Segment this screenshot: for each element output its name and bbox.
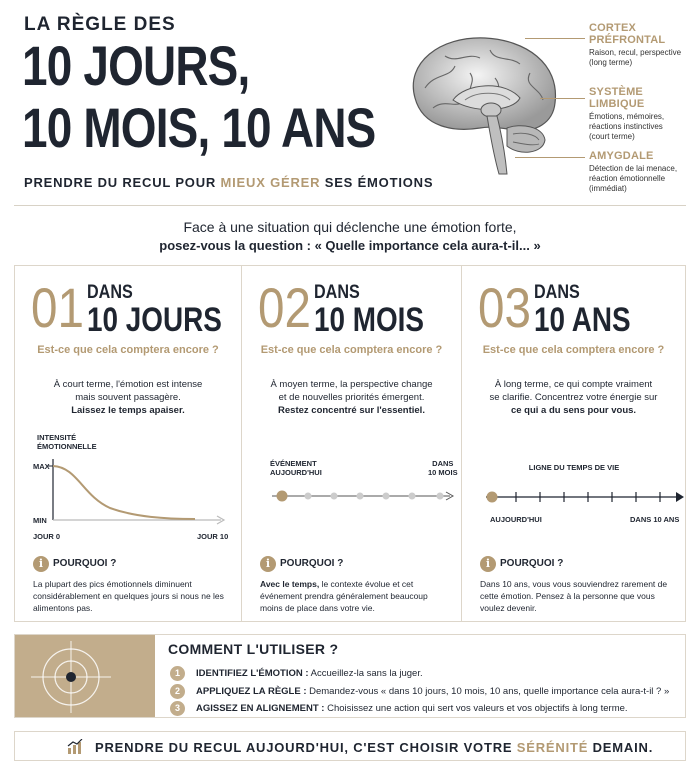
column-body: [25, 378, 231, 417]
body-bold: Restez concentré sur l'essentiel.: [278, 405, 425, 416]
subtitle-highlight: MIEUX GÉRER: [220, 175, 321, 190]
label-amygdala-desc: [589, 164, 699, 194]
timeline-dot: [383, 493, 390, 500]
info-icon: i: [480, 556, 496, 572]
step-number: 1: [170, 666, 185, 681]
lifeline-end-label: DANS 10 ANS: [630, 515, 680, 524]
label-amygdala: [589, 150, 699, 194]
desc-line: réaction émotionnelle: [589, 174, 666, 183]
body-line: et de nouvelles priorités émergent.: [278, 392, 425, 403]
body-line: À moyen terme, la perspective change: [270, 379, 433, 390]
subtitle: [24, 175, 433, 190]
label-limbic-desc: [589, 112, 699, 142]
step-bold: AGISSEZ EN ALIGNEMENT :: [196, 703, 325, 714]
brain-leader-3: [515, 157, 585, 158]
why-rest: le contexte évolue et cet événement prendra généralement beaucoup moins de place dans votre vie.: [260, 579, 428, 613]
desc-line: (court terme): [589, 132, 635, 141]
timeline-end-label: [428, 459, 458, 477]
step-text: [196, 703, 628, 714]
step-bold: IDENTIFIEZ L'ÉMOTION :: [196, 668, 309, 679]
column-dans: DANS: [314, 282, 360, 303]
x-end-label: JOUR 10: [197, 532, 229, 541]
step-rest: Accueillez-la sans la juger.: [308, 668, 423, 679]
how-to-use-panel: [14, 634, 686, 718]
timeline-dot: [331, 493, 338, 500]
columns-panel: [14, 265, 686, 622]
subtitle-part-2: SES ÉMOTIONS: [320, 175, 434, 190]
title-line-1: 10 JOURS,: [22, 34, 250, 97]
intensity-curve-chart: [15, 451, 241, 531]
timeline-start-dot: [277, 491, 288, 502]
footer-part-2: DEMAIN.: [588, 740, 654, 755]
label-limbic-title: SYSTÈME LIMBIQUE: [589, 86, 645, 110]
body-bold: Laissez le temps apaiser.: [71, 405, 185, 416]
column-body: [472, 378, 675, 417]
label-amygdala-title: AMYGDALE: [589, 150, 654, 162]
label-line: DANS: [432, 459, 454, 468]
y-min-label: MIN: [33, 516, 47, 525]
step-1: [168, 666, 678, 682]
label-cortex: [589, 22, 699, 68]
footer-highlight: SÉRÉNITÉ: [516, 740, 589, 755]
desc-line: (long terme): [589, 58, 633, 67]
label-cortex-title: CORTEX PRÉFRONTAL: [589, 22, 666, 46]
why-text: [260, 578, 449, 614]
why-text: Dans 10 ans, vous vous souviendrez rarement de cette émotion. Pensez à la personne que vous voulez devenir.: [480, 579, 668, 613]
body-line: mais souvent passagère.: [75, 392, 181, 403]
month-timeline: [242, 484, 462, 508]
axis-title-line: ÉMOTIONNELLE: [37, 442, 97, 451]
column-period: 10 ANS: [534, 301, 631, 339]
body-line: À long terme, ce qui compte vraiment: [494, 379, 653, 390]
desc-line: Raison, recul, perspective: [589, 48, 682, 57]
desc-line: Émotions, mémoires,: [589, 112, 665, 121]
footer-banner: [14, 731, 686, 761]
step-3: [168, 701, 678, 717]
column-number: 02: [258, 276, 311, 339]
timeline-dot: [357, 493, 364, 500]
how-title: COMMENT L'UTILISER ?: [168, 641, 339, 657]
column-question: Est-ce que cela comptera encore ?: [37, 344, 219, 356]
step-number: 2: [170, 684, 185, 699]
intensity-curve: [53, 466, 195, 519]
timeline-dot: [409, 493, 416, 500]
target-panel: [15, 635, 155, 717]
column-10-mois: [241, 266, 461, 621]
intro-line-1: Face à une situation qui déclenche une émotion forte,: [183, 219, 517, 235]
growth-bars-icon: [67, 739, 83, 754]
why-title: POURQUOI ?: [280, 558, 344, 569]
info-icon: i: [260, 556, 276, 572]
label-cortex-desc: [589, 48, 699, 68]
footer-part-1: PRENDRE DU RECUL AUJOURD'HUI, C'EST CHOISIR VOTRE: [95, 740, 517, 755]
intensity-axis-title: [37, 433, 97, 451]
column-dans: DANS: [87, 282, 133, 303]
brain-leader-1: [525, 38, 585, 39]
step-rest: Choisissez une action qui sert vos valeurs et vos objectifs à long terme.: [324, 703, 628, 714]
intro-line-2: posez-vous la question : « Quelle importance cela aura-t-il... »: [159, 238, 541, 253]
title-line-2: 10 MOIS, 10 ANS: [22, 96, 376, 159]
column-period: 10 MOIS: [314, 301, 425, 339]
step-rest: Demandez-vous « dans 10 jours, 10 mois, 10 ans, quelle importance cela aura-t-il ? »: [306, 686, 670, 697]
label-line: 10 MOIS: [428, 468, 458, 477]
step-text: [196, 686, 669, 697]
brain-illustration: [395, 28, 565, 178]
body-line: se clarifie. Concentrez votre énergie sur: [489, 392, 658, 403]
column-body: [252, 378, 451, 417]
lifeline-title: LIGNE DU TEMPS DE VIE: [528, 463, 620, 472]
step-2: [168, 684, 678, 700]
why-bold: Avec le temps,: [260, 579, 320, 589]
desc-line: (immédiat): [589, 184, 627, 193]
subtitle-part-1: PRENDRE DU RECUL POUR: [24, 175, 221, 190]
header-divider: [14, 205, 686, 206]
why-text: La plupart des pics émotionnels diminuent considérablement en quelques jours si nous ne les alimentons pas.: [33, 579, 224, 613]
footer-text: [95, 740, 653, 755]
column-10-ans: [461, 266, 685, 621]
column-number: 03: [478, 276, 531, 339]
timeline-start-label: [270, 459, 322, 477]
header: [0, 0, 700, 200]
timeline-dot: [305, 493, 312, 500]
column-question: Est-ce que cela comptera encore ?: [260, 344, 443, 356]
step-text: [196, 668, 423, 679]
body-line: À court terme, l'émotion est intense: [53, 379, 203, 390]
body-bold: ce qui a du sens pour vous.: [510, 405, 637, 416]
column-number: 01: [31, 276, 84, 339]
desc-line: Détection de lai menace,: [589, 164, 678, 173]
column-period: 10 JOURS: [87, 301, 222, 339]
column-10-jours: [15, 266, 241, 621]
axis-title-line: INTENSITÉ: [37, 433, 77, 442]
label-line: AUJOURD'HUI: [270, 468, 322, 477]
desc-line: réactions instinctives: [589, 122, 663, 131]
info-icon: i: [33, 556, 49, 572]
why-title: POURQUOI ?: [53, 558, 117, 569]
label-limbic: [589, 86, 699, 142]
timeline-start-dot: [487, 492, 498, 503]
kicker: LA RÈGLE DES: [24, 14, 176, 35]
why-title: POURQUOI ?: [500, 558, 564, 569]
timeline-arrow: [676, 492, 684, 502]
step-bold: APPLIQUEZ LA RÈGLE :: [196, 686, 307, 697]
lifeline-start-label: AUJOURD'HUI: [490, 515, 542, 524]
column-dans: DANS: [534, 282, 580, 303]
brain-leader-2: [540, 98, 585, 99]
life-timeline: [462, 486, 686, 508]
target-icon: [15, 635, 155, 717]
column-question: Est-ce que cela comptera encore ?: [482, 344, 665, 356]
label-line: ÉVÉNEMENT: [270, 459, 317, 468]
y-max-label: MAX: [33, 462, 50, 471]
x-start-label: JOUR 0: [33, 532, 61, 541]
timeline-dot: [437, 493, 444, 500]
step-number: 3: [170, 701, 185, 716]
